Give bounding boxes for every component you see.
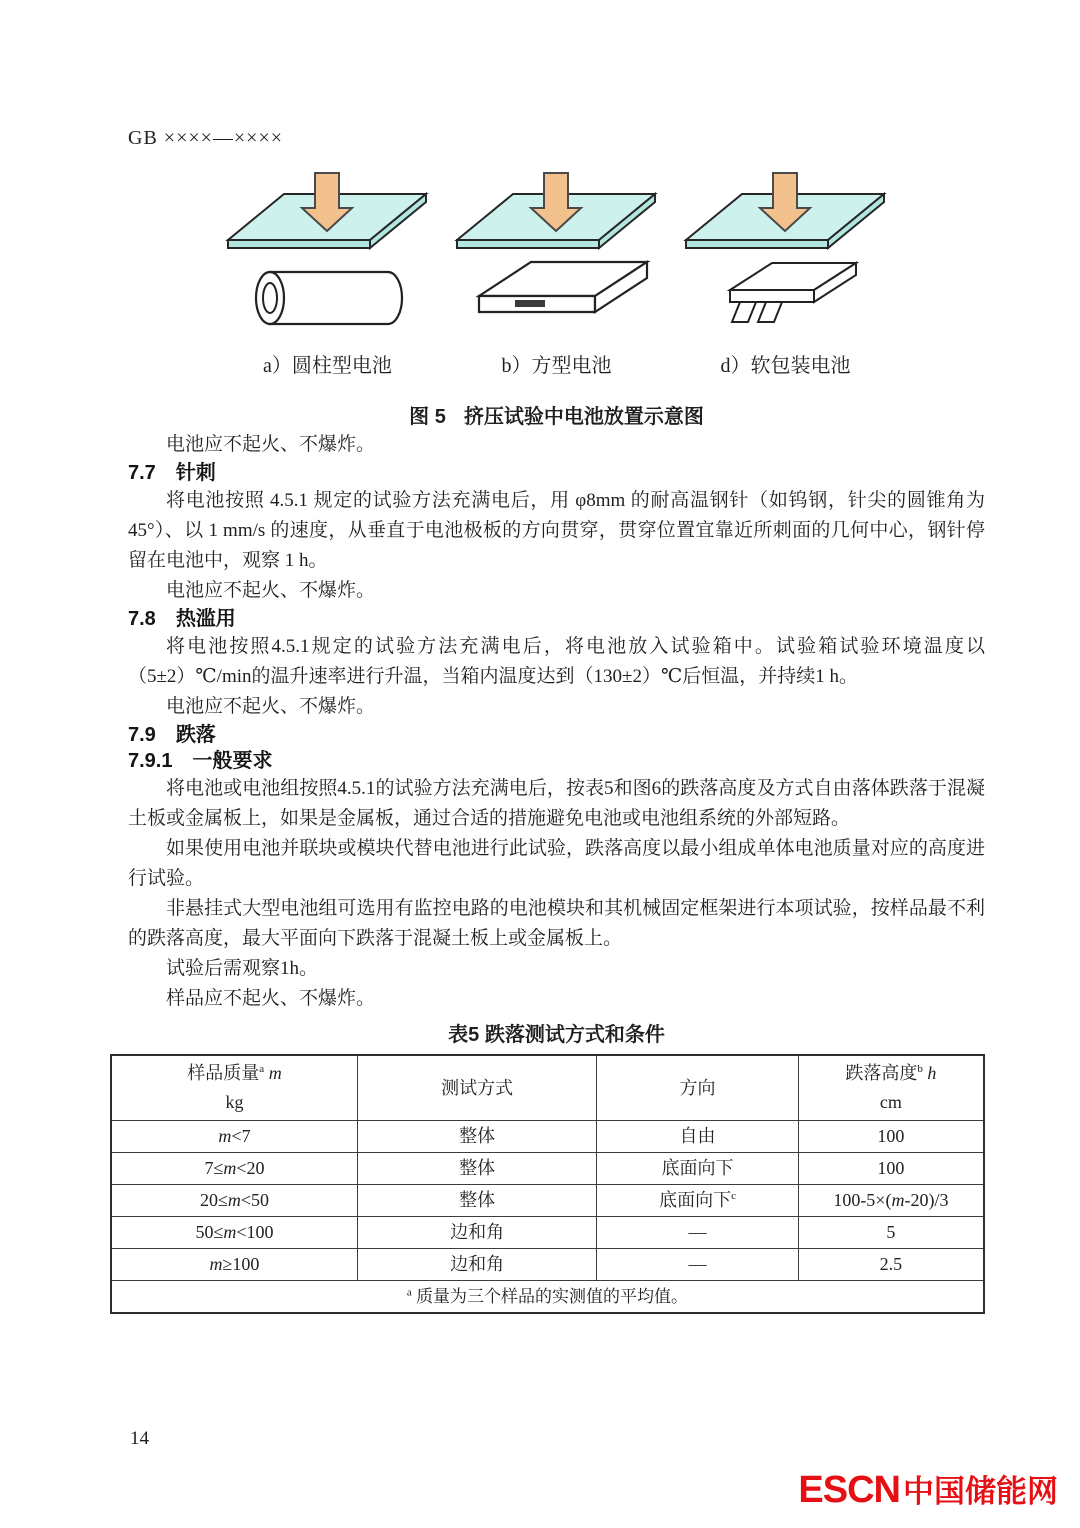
col-header-drop-height: 跌落高度$^b$ h cm [798,1055,984,1121]
clause-7-8-paragraph: 将电池按照4.5.1规定的试验方法充满电后，将电池放入试验箱中。试验箱试验环境温度以（5±2）℃/min的温升速率进行升温，当箱内温度达到（130±2）℃后恒温，并持续1 h。 [128,636,985,687]
mass-cell: 7≤m<20 [111,1153,358,1185]
figure-cell-prismatic [449,172,664,380]
table-row [111,1121,984,1153]
figure-cell-cylindrical [220,172,435,380]
figure-label-d: d）软包装电池 [720,355,851,377]
clause-7-8-result: 电池应不起火、不爆炸。 [166,696,376,717]
direction-cell: 底面向下 [597,1153,798,1185]
col-header-test-method: 测试方式 [358,1055,597,1121]
method-cell: 整体 [358,1185,597,1217]
clause-7-9-1-heading: 7.9.1 一般要求 [128,750,273,772]
direction-cell: — [597,1249,798,1281]
clause-7-7-heading: 7.7 针刺 [128,462,216,484]
figure-cell-pouch [678,172,893,380]
figure-label-b: b）方型电池 [501,355,612,377]
table-row [111,1217,984,1249]
clause-7-7-paragraph: 将电池按照 4.5.1 规定的试验方法充满电后，用 φ8mm 的耐高温钢针（如钨钢，针尖的圆锥角为45°）、以 1 mm/s 的速度，从垂直于电池极板的方向贯穿，贯穿位置宜靠近所刺面的几何中心，钢针停留在电池中，观察 1 h。 [128,490,985,571]
pouch-tab [758,302,782,322]
method-cell: 整体 [358,1121,597,1153]
clause-7-9-1-paragraph-4: 试验后需观察1h。 [166,958,319,979]
mass-cell: m<7 [111,1121,358,1153]
height-cell: 100-5×(m-20)/3 [798,1185,984,1217]
figure-caption-text: 挤压试验中电池放置示意图 [463,406,704,428]
press-plate-front [457,240,599,248]
mass-cell: 20≤m<50 [111,1185,358,1217]
table-5-title: 表5 跌落测试方式和条件 [448,1024,665,1046]
cylindrical-cell-diagram [220,172,435,347]
escn-logo-cn: 中国储能网 [903,1474,1058,1509]
terminal-mark [515,300,545,307]
clause-7-9-1-paragraph-1: 将电池或电池组按照4.5.1的试验方法充满电后，按表5和图6的跌落高度及方式自由落体跌落于混凝土板或金属板上，如果是金属板，通过合适的措施避免电池或电池组系统的外部短路。 [128,778,985,829]
method-cell: 边和角 [358,1249,597,1281]
figure-caption [128,404,985,430]
cylindrical-cell [256,272,402,324]
crush-result-text: 电池应不起火、不爆炸。 [166,434,376,455]
method-cell: 整体 [358,1153,597,1185]
height-cell: 100 [798,1153,984,1185]
drop-test-table [110,1054,985,1314]
figure-label-a: a）圆柱型电池 [263,355,392,377]
pouch-cell [730,263,856,322]
escn-logo-en: ESCN [798,1469,900,1511]
col-header-sample-mass: 样品质量$^a$ m kg [111,1055,358,1121]
press-plate-front [686,240,828,248]
col-header-direction: 方向 [597,1055,798,1121]
table-header-row [111,1055,984,1121]
table-row [111,1185,984,1217]
direction-cell: — [597,1217,798,1249]
pouch-tab [732,302,756,322]
mass-cell: 50≤m<100 [111,1217,358,1249]
prismatic-cell-diagram [449,172,664,347]
table-footnote: $^a$ 质量为三个样品的实测值的平均值。 [111,1281,984,1314]
figure-5 [128,172,985,430]
height-cell: 100 [798,1121,984,1153]
height-cell: 2.5 [798,1249,984,1281]
mass-cell: m≥100 [111,1249,358,1281]
clause-7-8-heading: 7.8 热滥用 [128,608,236,630]
height-cell: 5 [798,1217,984,1249]
figure-row [128,172,985,380]
method-cell: 边和角 [358,1217,597,1249]
prismatic-cell [479,262,647,312]
clause-7-9-1-result: 样品应不起火、不爆炸。 [166,988,376,1009]
table-footnote-row [111,1281,984,1314]
direction-cell: 自由 [597,1121,798,1153]
clause-7-9-1-paragraph-2: 如果使用电池并联块或模块代替电池进行此试验，跌落高度以最小组成单体电池质量对应的高度进行试验。 [128,838,985,889]
table-row [111,1153,984,1185]
clause-7-9-1-paragraph-3: 非悬挂式大型电池组可选用有监控电路的电池模块和其机械固定框架进行本项试验，按样品最不利的跌落高度，最大平面向下跌落于混凝土板上或金属板上。 [128,898,985,949]
pouch-cell-diagram [678,172,893,347]
page-number: 14 [130,1428,149,1449]
direction-cell: 底面向下$^c$ [597,1185,798,1217]
clause-7-9-heading: 7.9 跌落 [128,724,216,746]
figure-caption-number: 图 5 [409,406,446,428]
clause-7-7-result: 电池应不起火、不爆炸。 [166,580,376,601]
standard-number-header: GB ××××—×××× [128,127,284,149]
press-plate-front [228,240,370,248]
table-row [111,1249,984,1281]
escn-logo [798,1466,1058,1512]
